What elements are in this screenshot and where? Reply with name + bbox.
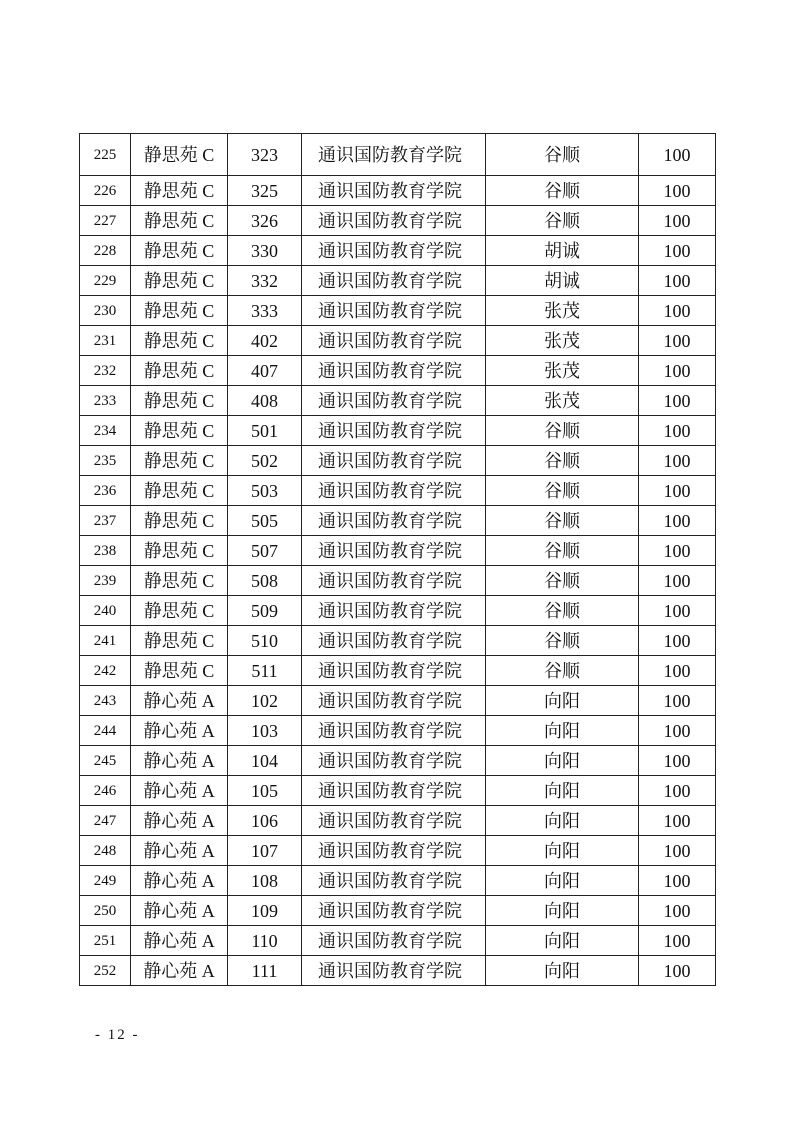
table-row	[80, 176, 716, 206]
person-cell: 谷顺	[486, 416, 639, 446]
row-number-cell: 252	[80, 956, 131, 986]
row-number-cell: 226	[80, 176, 131, 206]
row-number-cell: 246	[80, 776, 131, 806]
person-cell: 向阳	[486, 686, 639, 716]
score-cell: 100	[639, 266, 716, 296]
building-cell: 静思苑 C	[131, 236, 228, 266]
row-number-cell: 225	[80, 134, 131, 176]
room-cell: 104	[228, 746, 302, 776]
college-cell: 通识国防教育学院	[302, 686, 486, 716]
room-cell: 407	[228, 356, 302, 386]
score-cell: 100	[639, 536, 716, 566]
person-cell: 谷顺	[486, 656, 639, 686]
person-cell: 向阳	[486, 746, 639, 776]
score-cell: 100	[639, 806, 716, 836]
person-cell: 张茂	[486, 386, 639, 416]
page-number: - 12 -	[95, 1027, 140, 1043]
college-cell: 通识国防教育学院	[302, 326, 486, 356]
college-cell: 通识国防教育学院	[302, 296, 486, 326]
college-cell: 通识国防教育学院	[302, 476, 486, 506]
person-cell: 谷顺	[486, 176, 639, 206]
building-cell: 静心苑 A	[131, 896, 228, 926]
score-cell: 100	[639, 134, 716, 176]
score-cell: 100	[639, 386, 716, 416]
room-cell: 325	[228, 176, 302, 206]
table-row	[80, 236, 716, 266]
college-cell: 通识国防教育学院	[302, 176, 486, 206]
college-cell: 通识国防教育学院	[302, 926, 486, 956]
building-cell: 静心苑 A	[131, 746, 228, 776]
room-cell: 333	[228, 296, 302, 326]
table-row	[80, 356, 716, 386]
score-cell: 100	[639, 956, 716, 986]
person-cell: 谷顺	[486, 476, 639, 506]
building-cell: 静思苑 C	[131, 536, 228, 566]
score-cell: 100	[639, 866, 716, 896]
person-cell: 向阳	[486, 806, 639, 836]
score-cell: 100	[639, 686, 716, 716]
room-cell: 108	[228, 866, 302, 896]
room-cell: 501	[228, 416, 302, 446]
person-cell: 谷顺	[486, 536, 639, 566]
score-cell: 100	[639, 836, 716, 866]
table-row	[80, 326, 716, 356]
score-cell: 100	[639, 626, 716, 656]
row-number-cell: 238	[80, 536, 131, 566]
score-cell: 100	[639, 296, 716, 326]
row-number-cell: 247	[80, 806, 131, 836]
person-cell: 张茂	[486, 296, 639, 326]
score-cell: 100	[639, 566, 716, 596]
table-body	[80, 134, 716, 986]
row-number-cell: 239	[80, 566, 131, 596]
person-cell: 谷顺	[486, 566, 639, 596]
person-cell: 谷顺	[486, 626, 639, 656]
college-cell: 通识国防教育学院	[302, 206, 486, 236]
person-cell: 向阳	[486, 926, 639, 956]
table-row	[80, 836, 716, 866]
person-cell: 胡诚	[486, 236, 639, 266]
person-cell: 谷顺	[486, 446, 639, 476]
room-cell: 402	[228, 326, 302, 356]
row-number-cell: 251	[80, 926, 131, 956]
college-cell: 通识国防教育学院	[302, 656, 486, 686]
score-cell: 100	[639, 356, 716, 386]
table-row	[80, 806, 716, 836]
room-cell: 503	[228, 476, 302, 506]
building-cell: 静思苑 C	[131, 386, 228, 416]
building-cell: 静心苑 A	[131, 806, 228, 836]
college-cell: 通识国防教育学院	[302, 266, 486, 296]
room-cell: 509	[228, 596, 302, 626]
table-row	[80, 656, 716, 686]
room-cell: 510	[228, 626, 302, 656]
building-cell: 静心苑 A	[131, 836, 228, 866]
row-number-cell: 231	[80, 326, 131, 356]
row-number-cell: 242	[80, 656, 131, 686]
building-cell: 静思苑 C	[131, 206, 228, 236]
building-cell: 静心苑 A	[131, 956, 228, 986]
college-cell: 通识国防教育学院	[302, 896, 486, 926]
row-number-cell: 228	[80, 236, 131, 266]
table-row	[80, 716, 716, 746]
row-number-cell: 240	[80, 596, 131, 626]
table-row	[80, 386, 716, 416]
building-cell: 静思苑 C	[131, 356, 228, 386]
row-number-cell: 237	[80, 506, 131, 536]
person-cell: 谷顺	[486, 596, 639, 626]
score-cell: 100	[639, 776, 716, 806]
table-row	[80, 266, 716, 296]
person-cell: 胡诚	[486, 266, 639, 296]
room-cell: 105	[228, 776, 302, 806]
score-cell: 100	[639, 326, 716, 356]
building-cell: 静思苑 C	[131, 476, 228, 506]
table-row	[80, 296, 716, 326]
room-cell: 323	[228, 134, 302, 176]
person-cell: 谷顺	[486, 134, 639, 176]
table-row	[80, 566, 716, 596]
room-cell: 102	[228, 686, 302, 716]
row-number-cell: 229	[80, 266, 131, 296]
score-cell: 100	[639, 506, 716, 536]
score-cell: 100	[639, 446, 716, 476]
table-row	[80, 416, 716, 446]
room-cell: 326	[228, 206, 302, 236]
score-cell: 100	[639, 236, 716, 266]
college-cell: 通识国防教育学院	[302, 446, 486, 476]
college-cell: 通识国防教育学院	[302, 626, 486, 656]
college-cell: 通识国防教育学院	[302, 506, 486, 536]
table-row	[80, 746, 716, 776]
building-cell: 静思苑 C	[131, 296, 228, 326]
score-cell: 100	[639, 896, 716, 926]
building-cell: 静心苑 A	[131, 686, 228, 716]
table-row	[80, 446, 716, 476]
row-number-cell: 232	[80, 356, 131, 386]
college-cell: 通识国防教育学院	[302, 536, 486, 566]
room-cell: 408	[228, 386, 302, 416]
row-number-cell: 249	[80, 866, 131, 896]
building-cell: 静心苑 A	[131, 716, 228, 746]
room-cell: 110	[228, 926, 302, 956]
person-cell: 谷顺	[486, 506, 639, 536]
row-number-cell: 245	[80, 746, 131, 776]
college-cell: 通识国防教育学院	[302, 386, 486, 416]
row-number-cell: 230	[80, 296, 131, 326]
college-cell: 通识国防教育学院	[302, 134, 486, 176]
college-cell: 通识国防教育学院	[302, 236, 486, 266]
person-cell: 张茂	[486, 356, 639, 386]
score-cell: 100	[639, 596, 716, 626]
college-cell: 通识国防教育学院	[302, 866, 486, 896]
score-cell: 100	[639, 656, 716, 686]
row-number-cell: 233	[80, 386, 131, 416]
room-cell: 507	[228, 536, 302, 566]
table-row	[80, 536, 716, 566]
row-number-cell: 227	[80, 206, 131, 236]
building-cell: 静思苑 C	[131, 416, 228, 446]
row-number-cell: 243	[80, 686, 131, 716]
table-row	[80, 956, 716, 986]
person-cell: 向阳	[486, 716, 639, 746]
building-cell: 静思苑 C	[131, 266, 228, 296]
building-cell: 静思苑 C	[131, 506, 228, 536]
person-cell: 向阳	[486, 776, 639, 806]
row-number-cell: 236	[80, 476, 131, 506]
room-cell: 502	[228, 446, 302, 476]
building-cell: 静思苑 C	[131, 656, 228, 686]
college-cell: 通识国防教育学院	[302, 806, 486, 836]
person-cell: 向阳	[486, 896, 639, 926]
person-cell: 谷顺	[486, 206, 639, 236]
college-cell: 通识国防教育学院	[302, 416, 486, 446]
college-cell: 通识国防教育学院	[302, 566, 486, 596]
table-row	[80, 206, 716, 236]
college-cell: 通识国防教育学院	[302, 956, 486, 986]
table-row	[80, 896, 716, 926]
building-cell: 静思苑 C	[131, 446, 228, 476]
score-cell: 100	[639, 746, 716, 776]
row-number-cell: 250	[80, 896, 131, 926]
score-cell: 100	[639, 176, 716, 206]
building-cell: 静心苑 A	[131, 776, 228, 806]
room-cell: 508	[228, 566, 302, 596]
score-cell: 100	[639, 206, 716, 236]
score-cell: 100	[639, 476, 716, 506]
building-cell: 静思苑 C	[131, 626, 228, 656]
college-cell: 通识国防教育学院	[302, 716, 486, 746]
building-cell: 静思苑 C	[131, 566, 228, 596]
score-cell: 100	[639, 716, 716, 746]
college-cell: 通识国防教育学院	[302, 776, 486, 806]
person-cell: 向阳	[486, 866, 639, 896]
table-row	[80, 866, 716, 896]
room-cell: 505	[228, 506, 302, 536]
score-cell: 100	[639, 416, 716, 446]
person-cell: 向阳	[486, 836, 639, 866]
building-cell: 静思苑 C	[131, 326, 228, 356]
table-row	[80, 626, 716, 656]
building-cell: 静思苑 C	[131, 134, 228, 176]
table-row	[80, 134, 716, 176]
row-number-cell: 248	[80, 836, 131, 866]
college-cell: 通识国防教育学院	[302, 356, 486, 386]
row-number-cell: 235	[80, 446, 131, 476]
room-cell: 332	[228, 266, 302, 296]
person-cell: 张茂	[486, 326, 639, 356]
room-cell: 106	[228, 806, 302, 836]
person-cell: 向阳	[486, 956, 639, 986]
row-number-cell: 244	[80, 716, 131, 746]
row-number-cell: 241	[80, 626, 131, 656]
room-cell: 103	[228, 716, 302, 746]
room-cell: 111	[228, 956, 302, 986]
room-cell: 330	[228, 236, 302, 266]
table-row	[80, 476, 716, 506]
score-cell: 100	[639, 926, 716, 956]
college-cell: 通识国防教育学院	[302, 836, 486, 866]
table-row	[80, 926, 716, 956]
room-cell: 109	[228, 896, 302, 926]
room-cell: 107	[228, 836, 302, 866]
room-cell: 511	[228, 656, 302, 686]
table-row	[80, 506, 716, 536]
building-cell: 静思苑 C	[131, 176, 228, 206]
table-row	[80, 596, 716, 626]
college-cell: 通识国防教育学院	[302, 746, 486, 776]
building-cell: 静心苑 A	[131, 866, 228, 896]
building-cell: 静思苑 C	[131, 596, 228, 626]
table-row	[80, 776, 716, 806]
dormitory-score-table	[79, 133, 716, 986]
row-number-cell: 234	[80, 416, 131, 446]
building-cell: 静心苑 A	[131, 926, 228, 956]
table-row	[80, 686, 716, 716]
college-cell: 通识国防教育学院	[302, 596, 486, 626]
